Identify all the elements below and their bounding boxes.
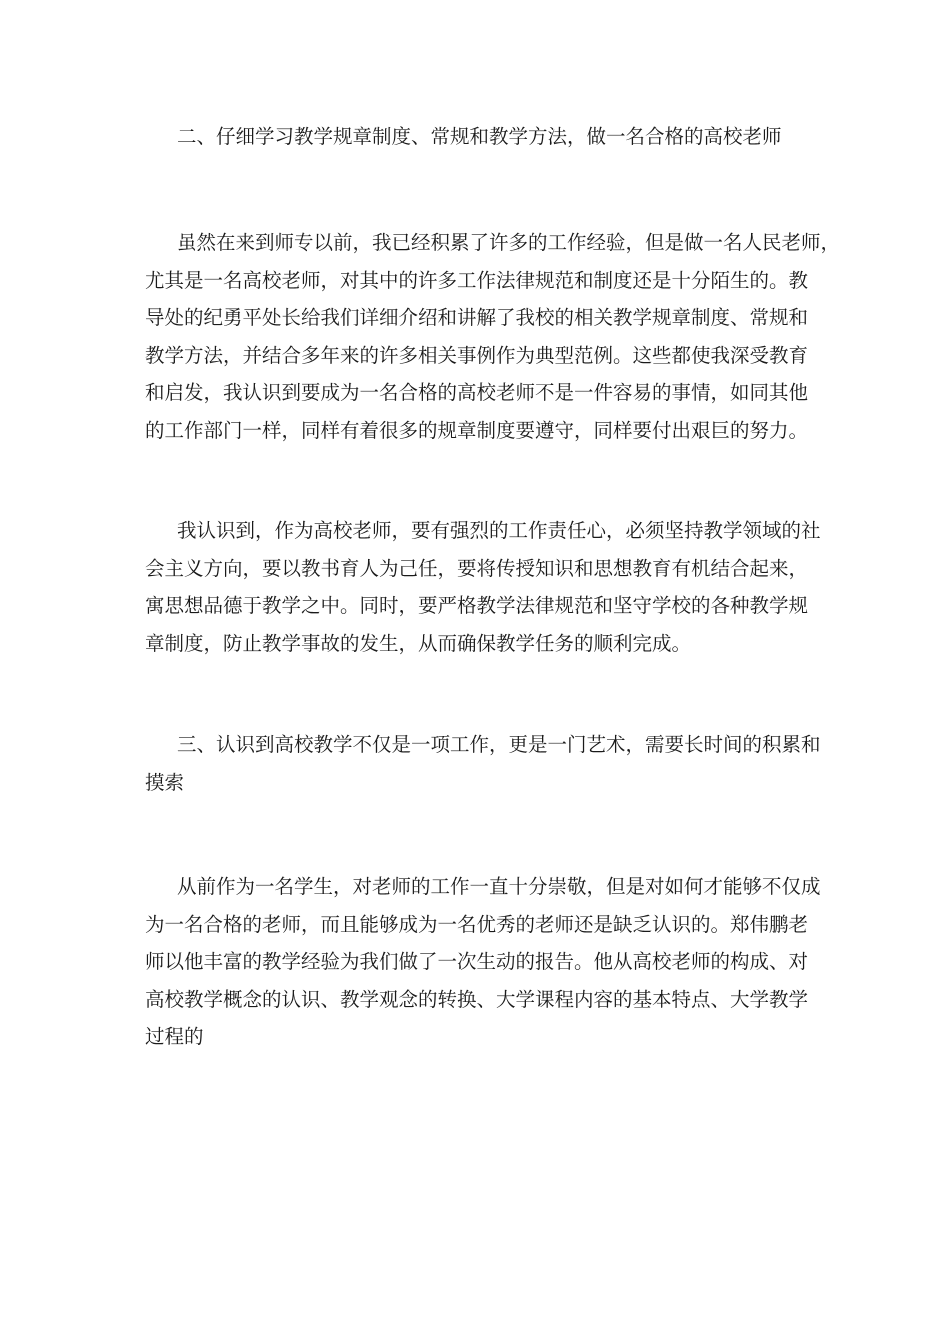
text-line: 从前作为一名学生，对老师的工作一直十分崇敬，但是对如何才能够不仅成 (177, 875, 821, 898)
text-line: 高校教学概念的认识、教学观念的转换、大学课程内容的基本特点、大学教学 (145, 987, 809, 1011)
text-line: 导处的纪勇平处长给我们详细介绍和讲解了我校的相关教学规章制度、常规和 (145, 306, 809, 329)
text-line: 师以他丰富的教学经验为我们做了一次生动的报告。他从高校老师的构成、对 (145, 950, 809, 973)
text-line: 过程的 (145, 1025, 204, 1048)
text-line: 寓思想品德于教学之中。同时，要严格教学法律规范和坚守学校的各种教学规 (145, 594, 809, 617)
text-line: 教学方法，并结合多年来的许多相关事例作为典型范例。这些都使我深受教育 (145, 343, 809, 367)
section-heading (145, 118, 825, 156)
text-line: 三、认识到高校教学不仅是一项工作，更是一门艺术，需要长时间的积累和 (177, 733, 821, 756)
paragraph (145, 868, 825, 1056)
text-line: 我认识到，作为高校老师，要有强烈的工作责任心，必须坚持教学领域的社 (177, 519, 821, 542)
text-line: 章制度，防止教学事故的发生，从而确保教学任务的顺利完成。 (145, 631, 692, 655)
text-line: 虽然在来到师专以前，我已经积累了许多的工作经验，但是做一名人民老师， (177, 231, 841, 254)
section-heading (145, 726, 825, 801)
text-line: 为一名合格的老师，而且能够成为一名优秀的老师还是缺乏认识的。郑伟鹏老 (145, 912, 809, 936)
text-line: 会主义方向，要以教书育人为己任，要将传授知识和思想教育有机结合起来， (145, 556, 809, 580)
text-line: 和启发，我认识到要成为一名合格的高校老师不是一件容易的事情，如同其他 (145, 381, 809, 404)
paragraph (145, 512, 825, 662)
text-line: 摸索 (145, 770, 185, 794)
paragraph (145, 224, 841, 449)
text-line: 的工作部门一样，同样有着很多的规章制度要遵守，同样要付出艰巨的努力。 (145, 418, 809, 442)
text-line: 尤其是一名高校老师，对其中的许多工作法律规范和制度还是十分陌生的。教 (145, 268, 809, 292)
text-line: 二、仔细学习教学规章制度、常规和教学方法，做一名合格的高校老师 (177, 125, 782, 148)
